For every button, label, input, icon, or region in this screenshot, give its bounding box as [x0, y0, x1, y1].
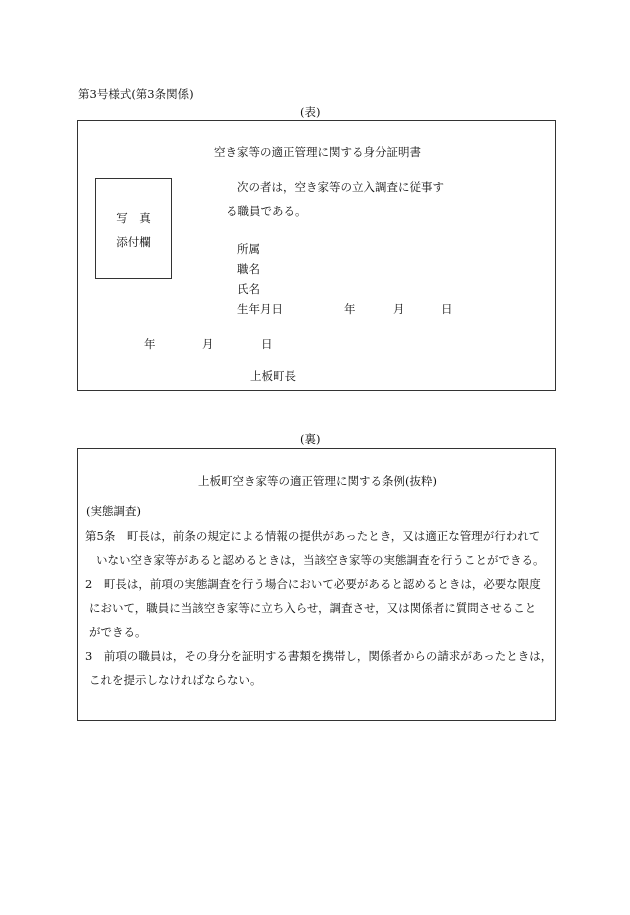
photo-label-line2: 添付欄	[116, 235, 151, 249]
paragraph2-line2: において，職員に当該空き家等に立ち入らせ，調査させ，又は関係者に質問させること	[89, 601, 537, 615]
paragraph2-line3: ができる。	[89, 625, 147, 639]
birthdate-label: 生年月日	[237, 302, 283, 316]
paragraph2-line1: 2 町長は，前項の実態調査を行う場合において必要があると認めるときは，必要な限度	[85, 577, 541, 591]
photo-box	[95, 178, 172, 279]
paragraph3-line2: これを提示しなければならない。	[89, 673, 262, 687]
front-side-label: (表)	[300, 105, 321, 119]
birth-year-label: 年	[344, 302, 356, 316]
photo-label-line1: 写 真	[116, 211, 151, 225]
id-card-back	[77, 448, 556, 721]
article5-line2: いない空き家等があると認めるときは，当該空き家等の実態調査を行うことができる。	[96, 553, 545, 567]
card-title: 空き家等の適正管理に関する身分証明書	[214, 145, 421, 159]
section-heading: (実態調査)	[86, 504, 141, 518]
back-side-label: (裏)	[300, 432, 321, 446]
name-label: 氏名	[237, 282, 260, 296]
birth-month-label: 月	[393, 302, 405, 316]
ordinance-title: 上板町空き家等の適正管理に関する条例(抜粋)	[198, 474, 437, 488]
affiliation-label: 所属	[237, 242, 260, 256]
issue-month-label: 月	[202, 337, 214, 351]
issue-day-label: 日	[261, 337, 273, 351]
id-card-front	[77, 120, 556, 391]
position-label: 職名	[237, 262, 260, 276]
birth-day-label: 日	[441, 302, 453, 316]
paragraph3-line1: 3 前項の職員は，その身分を証明する書類を携帯し，関係者からの請求があったときは，	[85, 649, 553, 663]
issue-year-label: 年	[144, 337, 156, 351]
statement-line2: る職員である。	[226, 204, 307, 218]
article5-line1: 第5条 町長は，前条の規定による情報の提供があったとき，又は適正な管理が行われて	[85, 529, 541, 543]
statement-line1: 次の者は，空き家等の立入調査に従事す	[237, 180, 444, 194]
form-number: 第3号様式(第3条関係)	[78, 87, 194, 101]
issuer-name: 上板町長	[250, 369, 296, 383]
